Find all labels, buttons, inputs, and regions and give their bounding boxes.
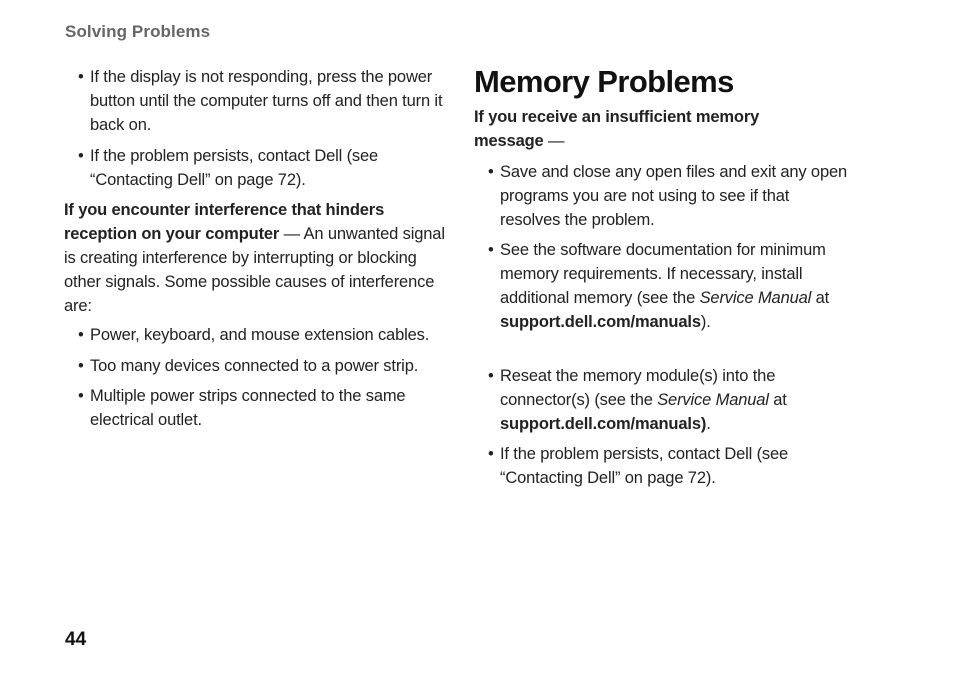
list-item: • If the problem persists, contact Dell (see “Contacting Dell” on page 72). — [78, 144, 456, 192]
text: ). — [700, 313, 711, 331]
text: at — [811, 289, 830, 307]
support-link[interactable]: support.dell.com/manuals) — [500, 415, 707, 433]
text: Reseat the memory module(s) into the connector(s) (see the — [500, 367, 776, 409]
running-head: Solving Problems — [65, 22, 211, 41]
interference-lead: If you encounter interference that hinders reception on your computer — [64, 201, 385, 243]
memory-lead-dash: — — [543, 132, 565, 150]
list-item: • Multiple power strips connected to the same electrical outlet. — [78, 384, 460, 432]
list-item — [488, 364, 852, 436]
text: . — [706, 415, 711, 433]
list-item: • Power, keyboard, and mouse extension cables. — [78, 323, 470, 347]
page-number: 44 — [65, 629, 87, 650]
interference-paragraph — [64, 198, 454, 318]
section-heading: Memory Problems — [474, 64, 734, 99]
service-manual-title: Service Manual — [657, 391, 769, 409]
text: See the software documentation for minimum memory requirements. If necessary, install additional memory (see the — [500, 241, 826, 307]
list-item: • Save and close any open files and exit any open programs you are not using to see if that resolves the problem. — [488, 160, 852, 232]
interference-body: — An unwanted signal is creating interference by interrupting or blocking other signals. Some possible causes of interference are: — [64, 225, 445, 315]
list-item: • If the problem persists, contact Dell (see “Contacting Dell” on page 72). — [488, 442, 852, 490]
text: at — [768, 391, 787, 409]
memory-lead-bold: If you receive an insufficient memory message — [474, 108, 760, 150]
list-item: • Too many devices connected to a power strip. — [78, 354, 470, 378]
list-item: • If the display is not responding, press the power button until the computer turns off and then turn it back on. — [78, 65, 456, 137]
memory-lead — [474, 105, 794, 153]
service-manual-title: Service Manual — [699, 289, 812, 307]
list-item — [488, 238, 840, 334]
support-link[interactable]: support.dell.com/manuals — [500, 313, 701, 331]
